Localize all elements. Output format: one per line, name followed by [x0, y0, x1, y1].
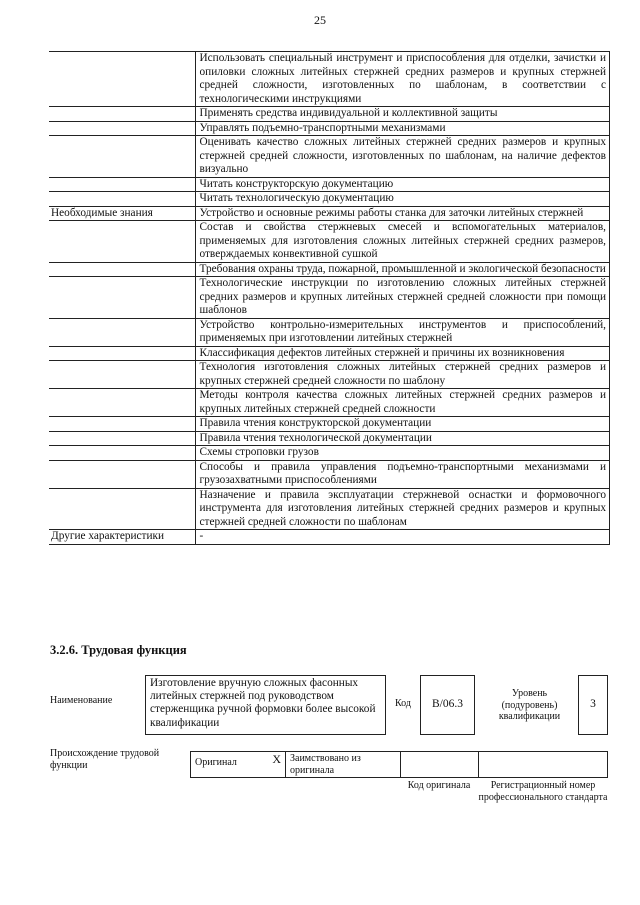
- table-row: [49, 446, 610, 461]
- table-row: [49, 318, 610, 346]
- row-text: -: [195, 530, 610, 545]
- row-text: Устройство и основные режимы работы станка для заточки литейных стержней: [195, 206, 610, 221]
- row-text: Назначение и правила эксплуатации стержневой оснастки и формовочного инструмента для изготовления литейных стержней средних размеров и крупных стержней средней сложности по шаблонам: [195, 488, 610, 530]
- row-label: [49, 346, 195, 361]
- row-text: Методы контроля качества сложных литейных стержней средних размеров и крупных литейных стержней средней сложности: [195, 389, 610, 417]
- table-row: [49, 346, 610, 361]
- table-row: [49, 136, 610, 178]
- origin-table: [190, 751, 608, 778]
- row-text: Технологические инструкции по изготовлению сложных литейных стержней средних размеров и крупных литейных стержней средней сложности при помощи шаблонов: [195, 277, 610, 319]
- row-label: [49, 277, 195, 319]
- row-label: [49, 488, 195, 530]
- table-row: [49, 52, 610, 107]
- table-row: [49, 107, 610, 122]
- row-text: Читать конструкторскую документацию: [195, 177, 610, 192]
- original-mark: X: [272, 752, 281, 766]
- borrowed-label: Заимствовано из оригинала: [286, 752, 401, 778]
- row-text: Классификация дефектов литейных стержней и причины их возникновения: [195, 346, 610, 361]
- code-origin-cell: [401, 752, 479, 778]
- row-label: [49, 136, 195, 178]
- row-text: Требования охраны труда, пожарной, промышленной и экологической безопасности: [195, 262, 610, 277]
- table-row: [49, 262, 610, 277]
- table-row: [49, 206, 610, 221]
- row-label: [49, 446, 195, 461]
- row-label-other-characteristics: Другие характеристики: [49, 530, 195, 545]
- row-label: [49, 262, 195, 277]
- level-value-box: 3: [578, 675, 608, 735]
- row-label: [49, 431, 195, 446]
- table-row: [49, 389, 610, 417]
- row-text: Устройство контрольно-измерительных инструментов и приспособлений, применяемых при изготовлении литейных стержней: [195, 318, 610, 346]
- row-label: [49, 318, 195, 346]
- row-text: Использовать специальный инструмент и приспособления для отделки, зачистки и опиловки сложных литейных стержней средних размеров и крупных стержней средней сложности, изготовленных по шаблонам, в соответствии с технологическими инструкциями: [195, 52, 610, 107]
- row-text: Состав и свойства стержневых смесей и вспомогательных материалов, применяемых для изготовления сложных литейных стержней средних размеров, отверждаемых конвективной сушкой: [195, 221, 610, 263]
- table-row: [49, 488, 610, 530]
- row-text: Схемы строповки грузов: [195, 446, 610, 461]
- row-label: [49, 192, 195, 207]
- table-row: [49, 121, 610, 136]
- row-label: [49, 121, 195, 136]
- code-origin-caption: Код оригинала: [407, 780, 471, 791]
- row-label: [49, 361, 195, 389]
- row-text: Правила чтения конструкторской документации: [195, 417, 610, 432]
- row-text: Оценивать качество сложных литейных стержней средних размеров и крупных стержней средней сложности, изготовленных по шаблонам, на наличие дефектов визуально: [195, 136, 610, 178]
- row-label: [49, 460, 195, 488]
- table-row: [49, 177, 610, 192]
- table-row: [49, 431, 610, 446]
- page-number: 25: [314, 13, 326, 27]
- row-text: Управлять подъемно-транспортными механизмами: [195, 121, 610, 136]
- row-label-required-knowledge: Необходимые знания: [49, 206, 195, 221]
- row-label: [49, 107, 195, 122]
- row-text: Применять средства индивидуальной и коллективной защиты: [195, 107, 610, 122]
- row-label: [49, 52, 195, 107]
- original-cell: [191, 752, 286, 778]
- knowledge-skills-table: [49, 51, 610, 545]
- origin-label: Происхождение трудовой функции: [50, 748, 160, 771]
- code-value-box: B/06.3: [420, 675, 475, 735]
- reg-number-cell: [479, 752, 608, 778]
- row-label: [49, 389, 195, 417]
- table-row: [49, 277, 610, 319]
- row-label: [49, 177, 195, 192]
- reg-number-caption: Регистрационный номер профессионального стандарта: [478, 780, 608, 803]
- table-row: [49, 221, 610, 263]
- level-label: Уровень (подуровень) квалификации: [498, 688, 561, 722]
- row-text: Технология изготовления сложных литейных стержней средних размеров и крупных стержней средней сложности по шаблону: [195, 361, 610, 389]
- original-label: Оригинал: [195, 757, 237, 768]
- section-heading: 3.2.6. Трудовая функция: [50, 643, 187, 657]
- table-row: [49, 192, 610, 207]
- table-row: [49, 530, 610, 545]
- row-text: Правила чтения технологической документации: [195, 431, 610, 446]
- name-label: Наименование: [50, 695, 113, 706]
- row-text: Читать технологическую документацию: [195, 192, 610, 207]
- row-text: Способы и правила управления подъемно-транспортными механизмами и грузозахватными приспособлениями: [195, 460, 610, 488]
- table-row: [49, 417, 610, 432]
- code-label: Код: [395, 698, 411, 709]
- row-label: [49, 417, 195, 432]
- row-label: [49, 221, 195, 263]
- table-row: [49, 460, 610, 488]
- function-name-box: Изготовление вручную сложных фасонных литейных стержней под руководством стерженщика ручной формовки более высокой квалификации: [145, 675, 386, 735]
- table-row: [49, 361, 610, 389]
